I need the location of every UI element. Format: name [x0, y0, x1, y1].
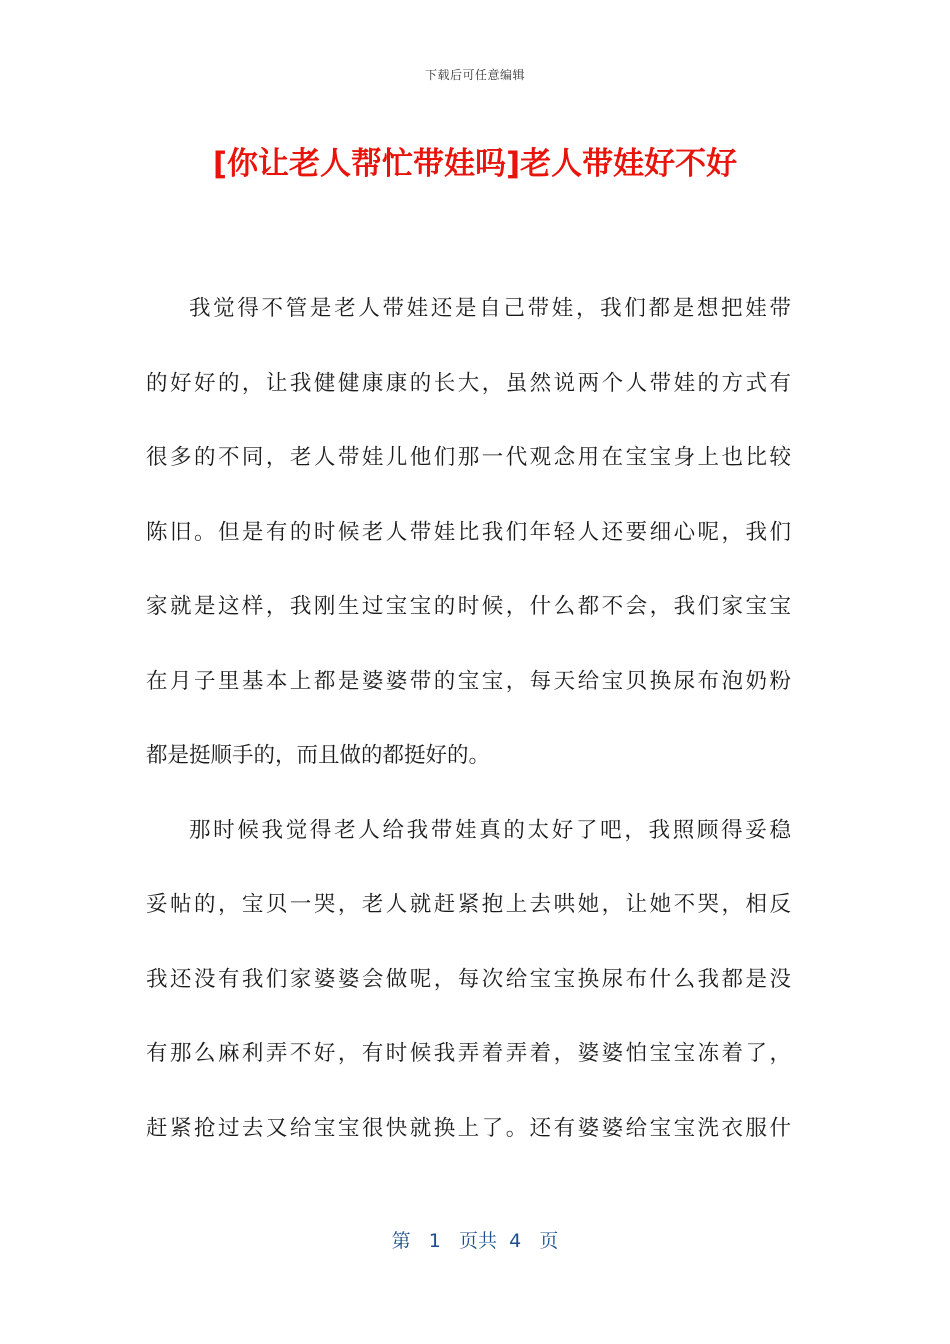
footer-page-middle: 页共 [459, 1230, 498, 1252]
document-title: [你让老人帮忙带娃吗]老人带娃好不好 [212, 146, 738, 182]
paragraph-line: 有那么麻利弄不好，有时候我弄着弄着，婆婆怕宝宝冻着了， [146, 1041, 791, 1066]
paragraph-line: 很多的不同，老人带娃儿他们那一代观念用在宝宝身上也比较 [146, 445, 791, 470]
paragraph-line: 妥帖的，宝贝一哭，老人就赶紧抱上去哄她，让她不哭，相反 [146, 892, 791, 917]
paragraph-line: 我还没有我们家婆婆会做呢，每次给宝宝换尿布什么我都是没 [146, 966, 791, 992]
paragraph-line: 在月子里基本上都是婆婆带的宝宝，每天给宝贝换尿布泡奶粉 [146, 668, 791, 694]
paragraph-line: 的好好的，让我健健康康的长大，虽然说两个人带娃的方式有 [146, 370, 791, 396]
paragraph-line: 家就是这样，我刚生过宝宝的时候，什么都不会，我们家宝宝 [146, 594, 791, 619]
paragraph-1 [146, 272, 791, 794]
paragraph-line: 那时候我觉得老人给我带娃真的太好了吧，我照顾得妥稳 [189, 817, 791, 843]
footer-page-prefix: 第 [391, 1230, 411, 1252]
header-note: 下载后可任意编辑 [424, 68, 525, 82]
page-footer [0, 1226, 950, 1253]
footer-page-total: 4 [509, 1230, 522, 1252]
footer-page-number: 1 [428, 1230, 441, 1252]
document-body [146, 272, 791, 1166]
paragraph-line: 赶紧抢过去又给宝宝很快就换上了。还有婆婆给宝宝洗衣服什 [146, 1115, 791, 1141]
paragraph-line: 陈旧。但是有的时候老人带娃比我们年轻人还要细心呢，我们 [146, 519, 791, 545]
footer-page-suffix: 页 [539, 1230, 559, 1252]
paragraph-line: 都是挺顺手的，而且做的都挺好的。 [146, 743, 491, 768]
paragraph-2 [146, 794, 791, 1167]
paragraph-line: 我觉得不管是老人带娃还是自己带娃，我们都是想把娃带 [189, 296, 791, 321]
